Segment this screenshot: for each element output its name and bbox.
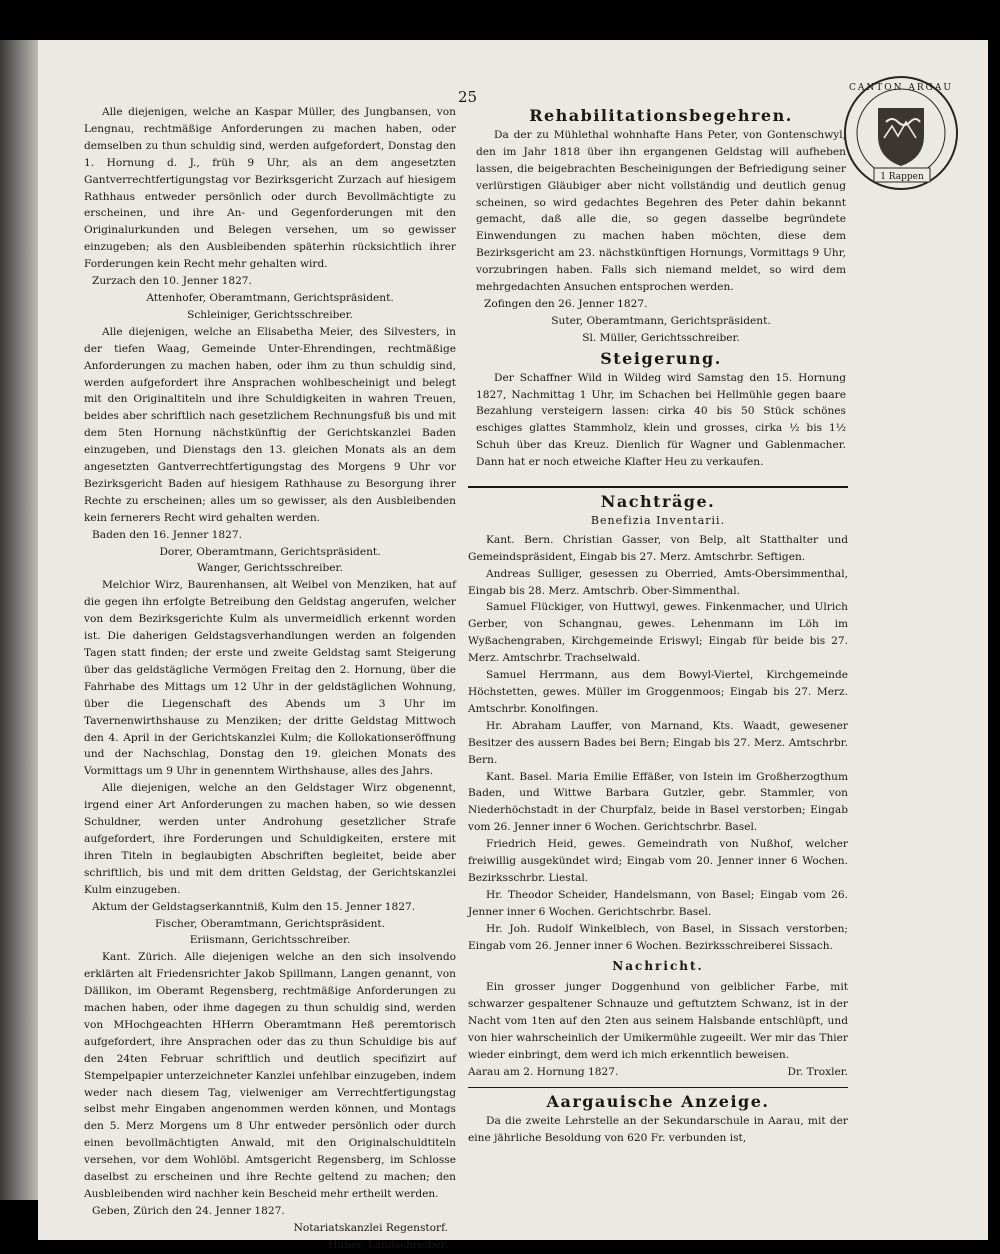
right-column-lower — [468, 480, 848, 1147]
section-anzeige — [468, 1091, 848, 1147]
notice-date: Zurzach den 10. Jenner 1827. — [92, 275, 252, 288]
stamp-value-text: 1 Rappen — [880, 172, 924, 182]
section-date: Aarau am 2. Hornung 1827. — [468, 1065, 619, 1078]
section-signature: Suter, Oberamtmann, Gerichtspräsident. — [551, 314, 771, 327]
page-number: 25 — [458, 88, 478, 106]
notice-melchior-wirz — [84, 577, 456, 949]
section-heading: Nachträge. — [600, 492, 716, 511]
notice-text-continued: Alle diejenigen, welche an den Geldstager Wirz obgenennt, irgend einer Art Anforderungen zu machen haben, so wie dessen Schuldner, werden unter Androhung gesetzlicher Strafe aufgefordert, ihre Forderungen und Schuldigkeiten, erstere mit ihren Titeln in beglaubigten Abschriften begleitet, beide aber schriftlich, bis und mit dem dritten Geldstag, der Gerichtskanzlei Kulm einzugeben. — [84, 782, 456, 896]
section-date: Zofingen den 26. Jenner 1827. — [484, 297, 648, 310]
section-signature-clerk: Sl. Müller, Gerichtsschreiber. — [582, 331, 740, 344]
section-divider — [468, 1087, 848, 1088]
notice-signature-clerk: Wanger, Gerichtsschreiber. — [197, 562, 343, 575]
notice-date: Baden den 16. Jenner 1827. — [92, 528, 242, 541]
left-column — [84, 104, 456, 1254]
entry-list — [468, 532, 848, 955]
date-signature-row — [468, 1064, 848, 1081]
notice-text: Kant. Zürich. Alle diejenigen welche an den sich insolvendo erklärten alt Friedensrichter Jakob Spillmann, Langen genannt, von Dällikon, im Oberamt Regensberg, rechtmäßige Anforderungen zu machen haben, oder ihme dagegen zu thun schuldig sind, werden von MHochgeachten HHerrn Oberamtmann Heß peremtorisch aufgefordert, ihre Ansprachen oder das zu thun Schuldige bis auf den 24ten Februar schriftlich und deutlich specifizirt auf Stempelpapier unterzeichneter Kanzlei unfehlbar einzugeben, indem weder nach diesem Tag, vielweniger am Verrechtfertigungstag selbst mehr Eingaben angenommen werden können, und Montags den 5. Merz Morgens um 8 Uhr entweder persönlich oder durch einen bevollmächtigten Anwald, mit den Originalschuldtiteln versehen, vor dem Wohlöbl. Amtsgericht Regensberg, im Schlosse daselbst zu erscheinen und ihre Rechte geltend zu machen; den Ausbleibenden wird nachher kein Bescheid mehr ertheilt werden. — [84, 951, 456, 1200]
postage-stamp — [842, 74, 960, 192]
section-text: Ein grosser junger Doggenhund von gelblicher Farbe, mit schwarzer gespaltener Schnauze und geftutztem Schwanz, ist in der Nacht vom 1ten auf den 2ten aus seinem Halsbande entschlüpft, und von hier wahrscheinlich der Umikermühle zugeeilt. Wer mir das Thier wieder einbringt, dem werd ich mich erkenntlich beweisen. — [468, 981, 848, 1061]
section-nachricht — [468, 958, 848, 1080]
notice-text: Melchior Wirz, Baurenhansen, alt Weibel von Menziken, hat auf die gegen ihn erfolgte Betreibung den Geldstag angerufen, welcher von dem Bezirksgerichte Kulm als unvermeidlich erkennt worden ist. Die daherigen Geldstagsverhandlungen werden an folgenden Tagen statt finden; der erste und zweite Geldstag samt Steigerung über das geldstägliche Vermögen Freitag den 2. Hornung, über die Fahrhabe des Mittags um 12 Uhr in der geldstäglichen Wohnung, über die Liegenschaft des Abends um 3 Uhr im Tavernenwirthshause zu Menziken; der dritte Geldstag Mittwoch den 4. April in der Gerichtskanzlei Kulm; die Kollokationseröffnung und der Nachschlag, Donstag den 19. gleichen Monats des Vormittags um 9 Uhr in genenntem Wirthshause, alles des Jahrs. — [84, 579, 456, 778]
list-item: Samuel Herrmann, aus dem Bowyl-Viertel, Kirchgemeinde Höchstetten, gewes. Müller im Groggenmoos; Eingab bis 27. Merz. Amtschrbr. Konolfingen. — [468, 669, 848, 715]
section-text: Da die zweite Lehrstelle an der Sekundarschule in Aarau, mit der eine jährliche Besoldung von 620 Fr. verbunden ist, — [468, 1114, 848, 1144]
section-rehabilitation — [476, 108, 846, 347]
list-item: Hr. Abraham Lauffer, von Marnand, Kts. Waadt, gewesener Besitzer des aussern Bades bei Bern; Eingab bis 27. Merz. Amtschrbr. Bern. — [468, 719, 848, 766]
notice-elisabetha-meier — [84, 324, 456, 578]
notice-signature-clerk: Eriismann, Gerichtsschreiber. — [189, 934, 351, 947]
notice-signature-clerk: Schleiniger, Gerichtsschreiber. — [187, 308, 353, 321]
list-item: Samuel Flückiger, von Huttwyl, gewes. Finkenmacher, und Ulrich Gerber, von Schangnau, gewes. Lehenmann im Löh im Wyßachengraben, Kirchgemeinde Eriswyl; Eingab für beide bis 27. Merz. Amtschrbr. Trachselwald. — [468, 601, 848, 665]
notice-kaspar-mueller — [84, 104, 456, 324]
notice-signature-clerk: Huber, Landschreiber. — [328, 1238, 448, 1251]
notice-signature: Attenhofer, Oberamtmann, Gerichtspräsident. — [146, 291, 394, 304]
list-item: Kant. Basel. Maria Emilie Effäßer, von Istein im Großherzogthum Baden, und Wittwe Barbara Gutzler, gebr. Stammler, von Niederhöchstadt in der Churpfalz, beide in Basel verstorben; Eingab vom 26. Jenner inner 6 Wochen. Gerichtschrbr. Basel. — [468, 770, 848, 834]
section-signature: Dr. Troxler. — [787, 1065, 848, 1078]
section-steigerung — [476, 348, 846, 471]
list-item: Andreas Sulliger, gesessen zu Oberried, Amts-Obersimmenthal, Eingab bis 28. Merz. Amtschrb. Ober-Simmenthal. — [468, 567, 848, 597]
section-heading: Aargauische Anzeige. — [546, 1091, 770, 1111]
notice-kant-zuerich — [84, 949, 456, 1253]
section-heading: Steigerung. — [600, 348, 722, 368]
right-column-top — [476, 104, 846, 471]
list-item: Kant. Bern. Christian Gasser, von Belp, alt Statthalter und Gemeindspräsident, Eingab bis 27. Merz. Amtschrbr. Seftigen. — [468, 533, 848, 563]
notice-date: Aktum der Geldstagserkanntniß, Kulm den 15. Jenner 1827. — [92, 900, 416, 913]
section-heading: Nachricht. — [612, 959, 704, 974]
previous-page-fold — [0, 40, 38, 1200]
section-text: Der Schaffner Wild in Wildeg wird Samstag den 15. Hornung 1827, Nachmittag 1 Uhr, im Schachen bei Hellmühle gegen baare Bezahlung versteigern lassen: cirka 40 bis 50 Stück schönes eschiges glattes Stammholz, klein und grosses, cirka ½ bis 1½ Schuh über das Kreuz. Dienlich für Wagner und Gablenmacher. Dann hat er noch etweiche Klafter Heu zu verkaufen. — [476, 371, 846, 469]
notice-signature: Fischer, Oberamtmann, Gerichtspräsident. — [154, 917, 386, 930]
notice-text: Alle diejenigen, welche an Elisabetha Meier, des Silvesters, in der tiefen Waag, Gemeinde Unter-Ehrendingen, rechtmäßige Anforderungen zu machen haben, oder ihm zu thun schuldig sind, werden aufgefordert ihre Ansprachen wohlbescheinigt und belegt mit den Originaltiteln und ihre Schuldigkeiten in wahren Treuen, beides aber schriftlich nach gesetzlichem Rechnungsfuß bis und mit dem 5ten Hornung nächstkünftig der Gerichtskanzlei Baden einzugeben, und Dienstags den 13. gleichen Monats als an dem angesetzten Gantverrechtfertigungstag des Morgens 9 Uhr vor Bezirksgericht Baden auf hiesigem Rathhause zu Besorgung ihrer Rechte zu erscheinen; alles um so gewisser, als den Ausbleibenden kein fernerers Recht wird gehalten werden. — [84, 325, 456, 524]
list-item: Friedrich Heid, gewes. Gemeindrath von Nußhof, welcher freiwillig ausgekündet wird; Eingab vom 20. Jenner inner 6 Wochen. Bezirksschrbr. Liestal. — [468, 838, 848, 884]
section-heading: Rehabilitationsbegehren. — [529, 106, 793, 125]
list-item: Hr. Joh. Rudolf Winkelblech, von Basel, in Sissach verstorben; Eingab vom 26. Jenner inner 6 Wochen. Bezirksschreiberei Sissach. — [468, 922, 848, 952]
section-nachtraege — [468, 494, 848, 954]
section-text: Da der zu Mühlethal wohnhafte Hans Peter, von Gontenschwyl, den im Jahr 1818 über ihn ergangenen Geldstag will aufheben lassen, die beigebrachten Bescheinigungen der Befriedigung seiner verlürstigen Gläubiger aber nicht vollständig und deutlich genug scheinen, so wird gedachtes Begehren des Peter dahin bekannt gemacht, daß alle die, so gegen dasselbe begründete Einwendungen zu machen haben möchten, diese dem Bezirksgericht am 23. nächstkünftigen Hornungs, Vormittags 9 Uhr, vorzubringen haben. Falls sich niemand meldet, so wird dem mehrgedachten Ansuchen entsprochen werden. — [476, 128, 846, 294]
section-subheading: Benefizia Inventarii. — [590, 513, 726, 527]
notice-signature: Dorer, Oberamtmann, Gerichtspräsident. — [159, 545, 381, 558]
notice-text: Alle diejenigen, welche an Kaspar Müller, des Jungbansen, von Lengnau, rechtmäßige Anforderungen zu machen haben, oder demselben zu thun schuldig sind, werden aufgefordert, Donstag den 1. Hornung d. J., früh 9 Uhr, als an dem angesetzten Gantverrechtfertigungstag vor Bezirksgericht Zurzach auf hiesigem Rathhaus entweder persönlich oder durch Bevollmächtigte zu erscheinen, und ihre An- und Gegenforderungen mit den Originalurkunden und Belegen versehen, um so gewisser einzugeben; als den Ausbleibenden späterhin rücksichtlich ihrer Forderungen kein Recht mehr gehalten wird. — [84, 106, 456, 271]
notice-date: Geben, Zürich den 24. Jenner 1827. — [92, 1204, 285, 1217]
section-divider — [468, 486, 848, 488]
notice-signature: Notariatskanzlei Regenstorf. — [293, 1221, 448, 1234]
list-item: Hr. Theodor Scheider, Handelsmann, von Basel; Eingab vom 26. Jenner inner 6 Wochen. Gerichtschrbr. Basel. — [468, 888, 848, 918]
stamp-canton-text: CANTON ARGAU — [849, 83, 953, 93]
